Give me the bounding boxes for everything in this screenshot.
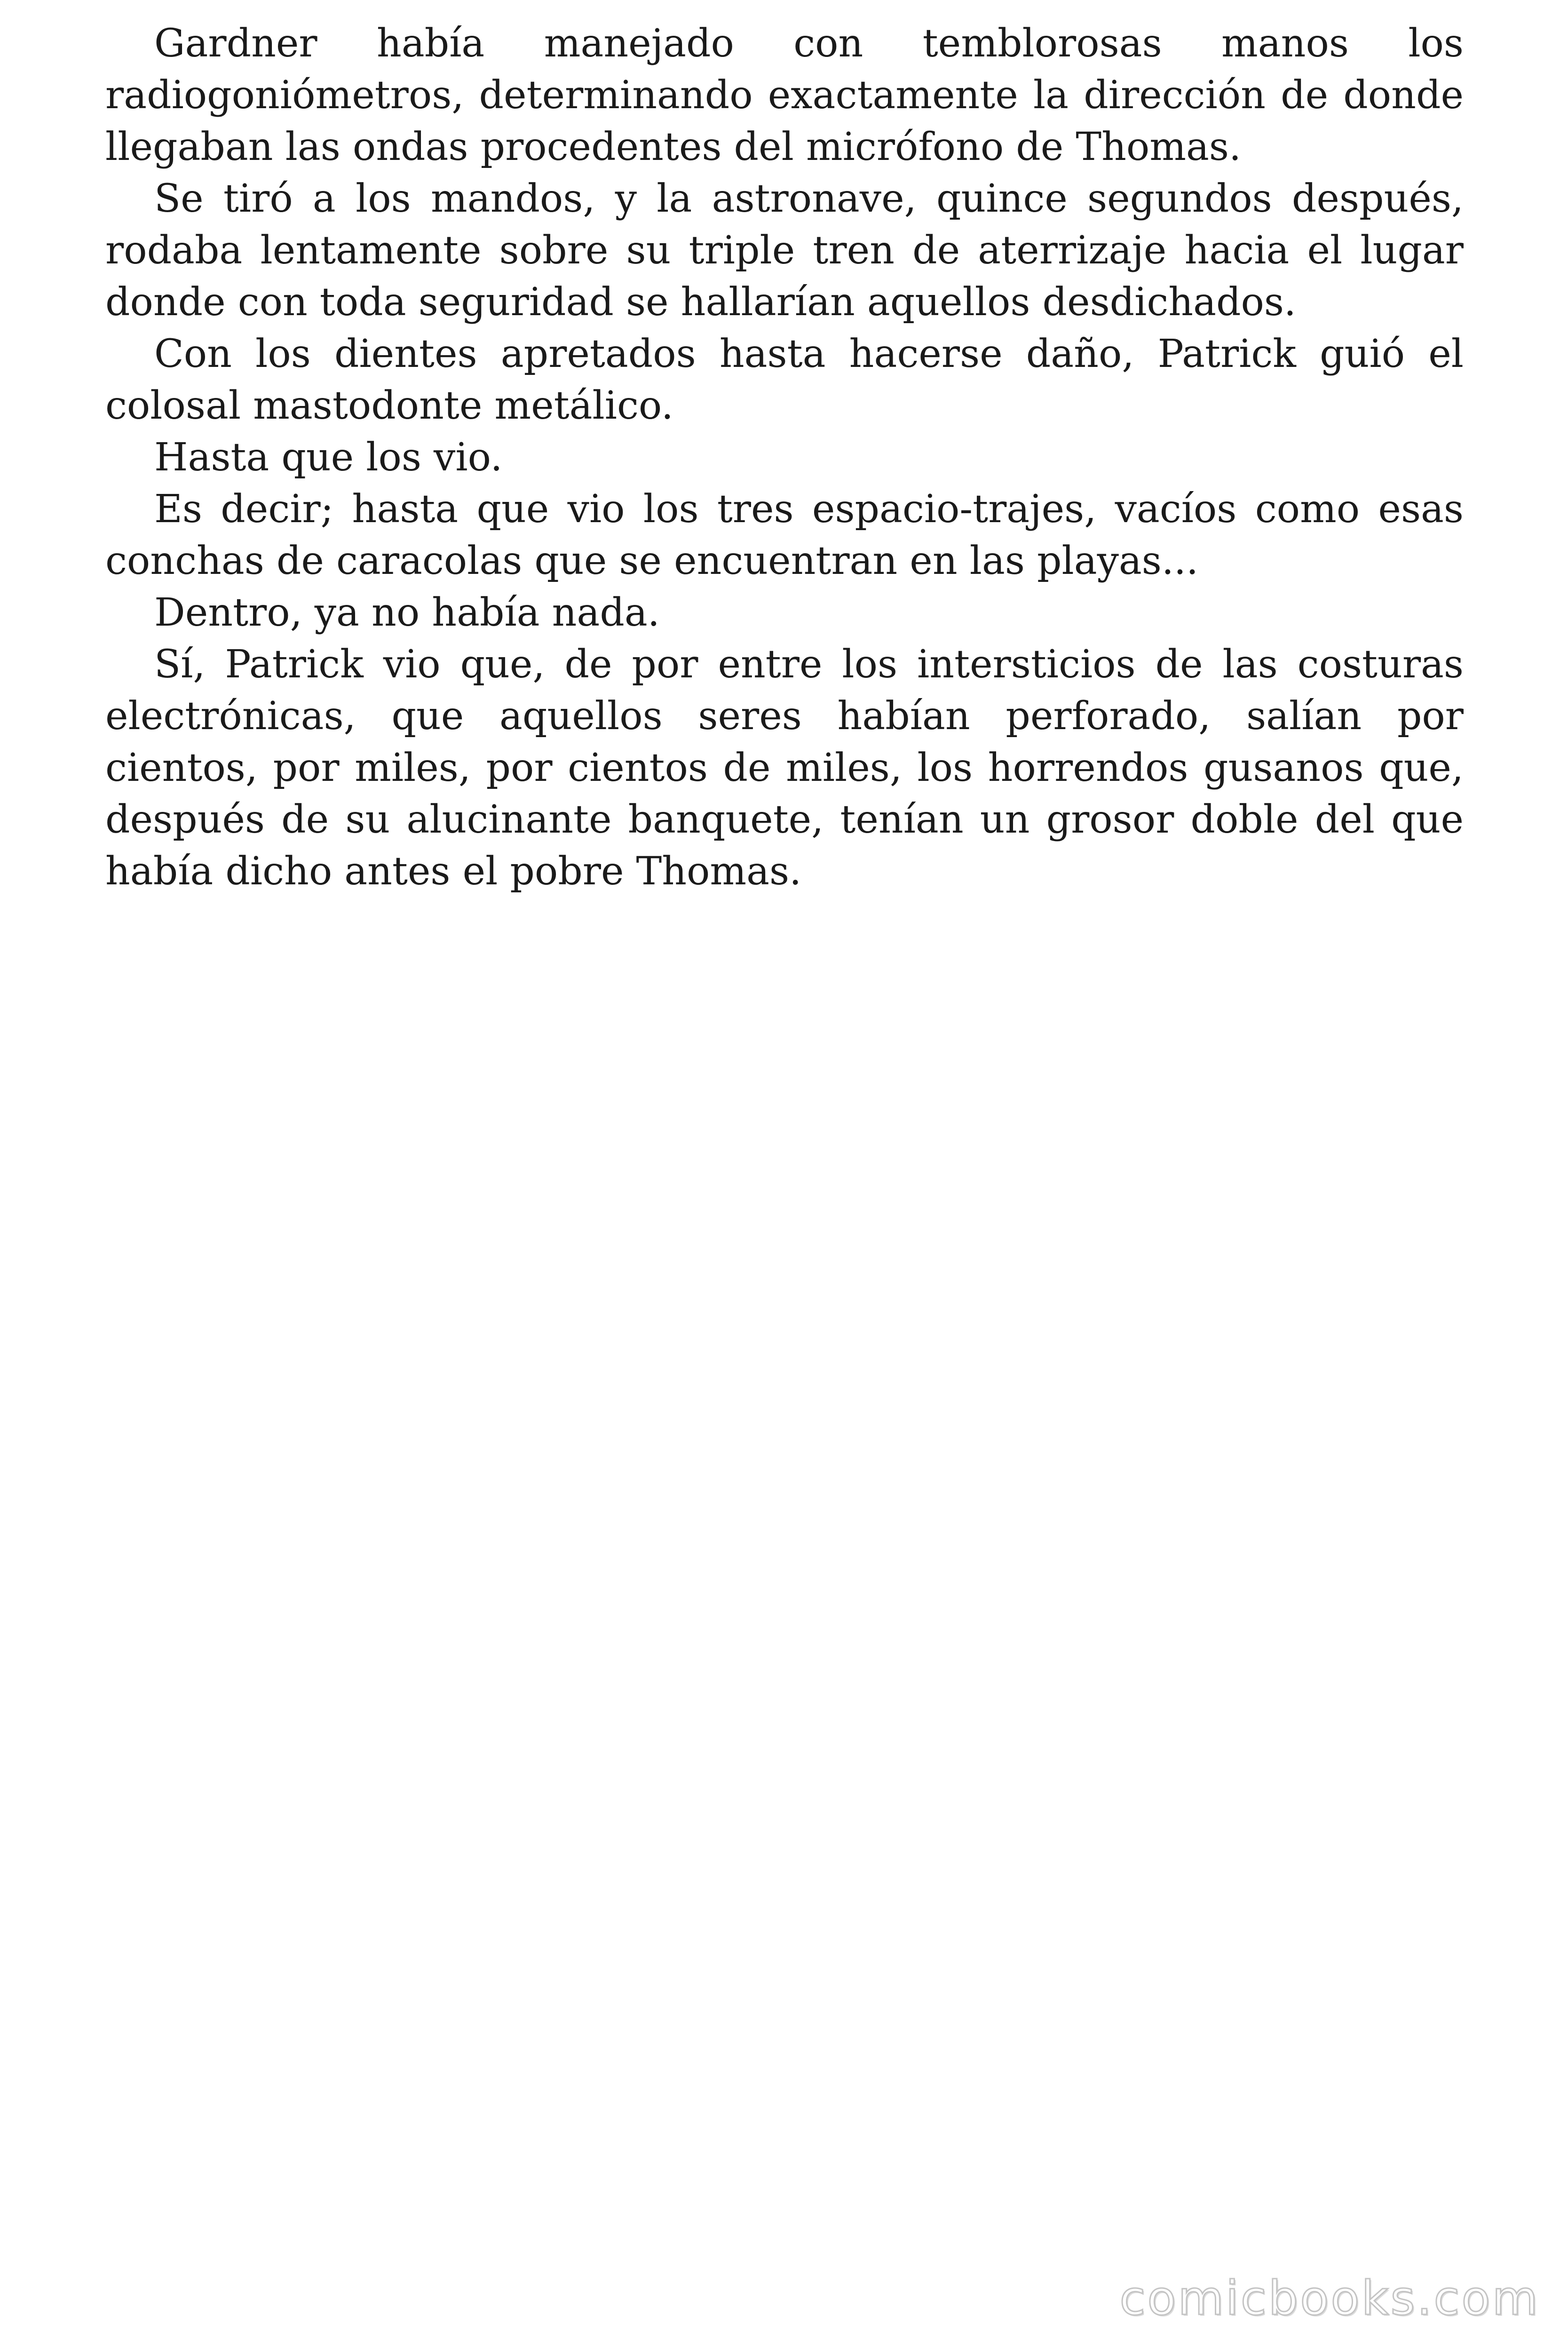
paragraph-6: Dentro, ya no había nada. <box>154 590 660 635</box>
page-body <box>105 18 1464 898</box>
paragraph-4: Hasta que los vio. <box>154 435 503 480</box>
paragraph-3: Con los dientes apretados hasta hacerse daño, Patrick guió el colosal mastodonte metálico. <box>105 332 1464 428</box>
paragraph-2: Se tiró a los mandos, y la astronave, quince segundos después, rodaba lentamente sobre su triple tren de aterrizaje hacia el lugar donde con toda seguridad se hallarían aquellos desdichados. <box>105 176 1464 325</box>
paragraph-1: Gardner había manejado con temblorosas manos los radiogoniómetros, determinando exactamente la dirección de donde llegaban las ondas procedentes del micrófono de Thomas. <box>105 21 1464 169</box>
watermark: comicbooks.com <box>1119 2271 1540 2326</box>
paragraph-5: Es decir; hasta que vio los tres espacio-trajes, vacíos como esas conchas de caracolas que se encuentran en las playas... <box>105 487 1464 583</box>
paragraph-7: Sí, Patrick vio que, de por entre los intersticios de las costuras electrónicas, que aquellos seres habían perforado, salían por cientos, por miles, por cientos de miles, los horrendos gusanos que, después de su alucinante banquete, tenían un grosor doble del que había dicho antes el pobre Thomas. <box>105 642 1464 894</box>
